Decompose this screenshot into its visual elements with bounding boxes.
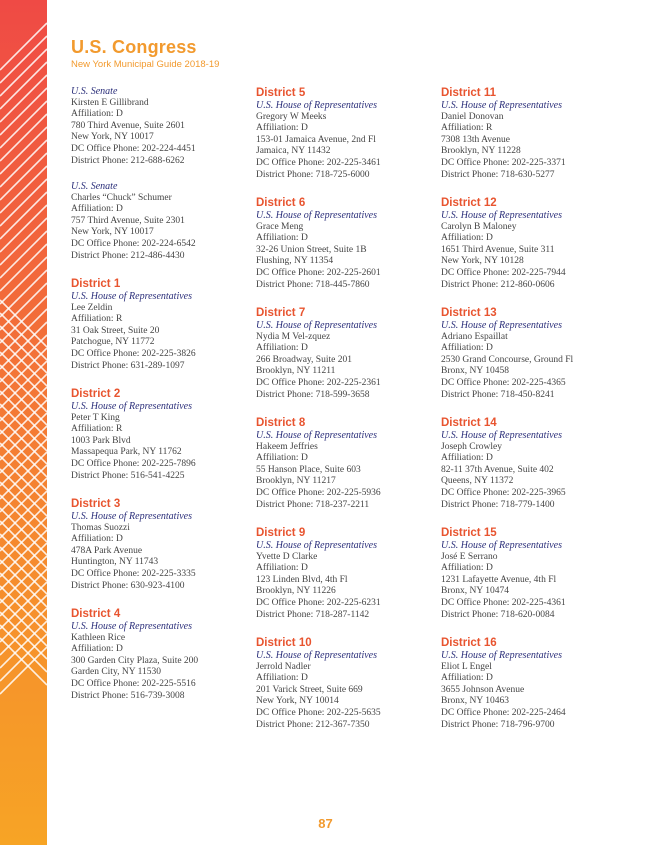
affiliation: Affiliation: R: [71, 424, 123, 435]
district-phone: District Phone: 718-779-1400: [441, 499, 555, 510]
city-line: Huntington, NY 11743: [71, 557, 159, 568]
city-line: New York, NY 10128: [441, 256, 524, 267]
district-phone: District Phone: 718-796-9700: [441, 719, 555, 730]
district-heading: District 8: [256, 417, 306, 429]
dc-phone: DC Office Phone: 202-225-2601: [256, 267, 381, 278]
district-entry: [256, 86, 446, 196]
chamber-label: U.S. House of Representatives: [441, 650, 562, 661]
affiliation: Affiliation: D: [71, 204, 123, 215]
address-line: 2530 Grand Concourse, Ground Fl: [441, 354, 574, 365]
address-line: 1003 Park Blvd: [71, 435, 131, 446]
dc-phone: DC Office Phone: 202-225-4365: [441, 377, 566, 388]
chamber-label: U.S. House of Representatives: [441, 210, 562, 221]
dc-phone: DC Office Phone: 202-225-3371: [441, 157, 566, 168]
dc-phone: DC Office Phone: 202-224-4451: [71, 143, 196, 154]
city-line: Bronx, NY 10463: [441, 696, 509, 707]
dc-phone: DC Office Phone: 202-225-3461: [256, 157, 381, 168]
senator-entry: [71, 181, 261, 277]
district-heading: District 5: [256, 87, 306, 99]
dc-phone: DC Office Phone: 202-225-7944: [441, 267, 566, 278]
member-name: Yvette D Clarke: [256, 551, 318, 562]
address-line: 153-01 Jamaica Avenue, 2nd Fl: [256, 134, 376, 145]
city-line: Massapequa Park, NY 11762: [71, 447, 182, 458]
senator-entry: [71, 86, 261, 181]
affiliation: Affiliation: D: [441, 343, 493, 354]
affiliation: Affiliation: R: [441, 123, 493, 134]
city-line: Jamaica, NY 11432: [256, 146, 331, 157]
dc-phone: DC Office Phone: 202-225-3965: [441, 487, 566, 498]
district-entry: [256, 196, 446, 306]
district-entry: [256, 526, 446, 636]
member-name: Jerrold Nadler: [256, 661, 311, 672]
member-name: Charles “Chuck” Schumer: [71, 192, 172, 203]
chamber-label: U.S. House of Representatives: [71, 621, 192, 632]
member-name: Joseph Crowley: [441, 441, 502, 452]
district-heading: District 1: [71, 278, 121, 290]
member-name: Hakeem Jeffries: [256, 441, 318, 452]
district-entry: [71, 277, 261, 387]
district-phone: District Phone: 718-725-6000: [256, 169, 370, 180]
district-entry: [71, 497, 261, 607]
member-name: Nydia M Vel-zquez: [256, 331, 331, 342]
district-phone: District Phone: 718-237-2211: [256, 499, 370, 510]
affiliation: Affiliation: R: [71, 314, 123, 325]
dc-phone: DC Office Phone: 202-225-2464: [441, 707, 566, 718]
district-entry: [441, 86, 631, 196]
district-entry: [441, 196, 631, 306]
affiliation: Affiliation: D: [71, 109, 123, 120]
address-line: 123 Linden Blvd, 4th Fl: [256, 574, 348, 585]
city-line: Bronx, NY 10474: [441, 586, 509, 597]
address-line: 201 Varick Street, Suite 669: [256, 684, 363, 695]
address-line: 1231 Lafayette Avenue, 4th Fl: [441, 574, 557, 585]
member-name: Lee Zeldin: [71, 302, 113, 313]
district-entry: [256, 636, 446, 746]
district-phone: District Phone: 630-923-4100: [71, 580, 185, 591]
member-name: José E Serrano: [441, 551, 498, 562]
dc-phone: DC Office Phone: 202-224-6542: [71, 238, 196, 249]
district-entry: [441, 636, 631, 746]
address-line: 7308 13th Avenue: [441, 134, 510, 145]
district-phone: District Phone: 212-860-0606: [441, 279, 555, 290]
affiliation: Affiliation: D: [256, 563, 308, 574]
city-line: Brooklyn, NY 11228: [441, 146, 521, 157]
district-heading: District 13: [441, 307, 497, 319]
page-number: 87: [318, 816, 333, 831]
address-line: 478A Park Avenue: [71, 545, 143, 556]
district-phone: District Phone: 718-287-1142: [256, 609, 370, 620]
dc-phone: DC Office Phone: 202-225-4361: [441, 597, 566, 608]
city-line: Queens, NY 11372: [441, 476, 514, 487]
chamber-label: U.S. House of Representatives: [256, 210, 377, 221]
affiliation: Affiliation: D: [441, 233, 493, 244]
chamber-label: U.S. House of Representatives: [441, 540, 562, 551]
district-phone: District Phone: 718-445-7860: [256, 279, 370, 290]
chamber-label: U.S. House of Representatives: [71, 291, 192, 302]
city-line: Flushing, NY 11354: [256, 256, 334, 267]
district-phone: District Phone: 516-541-4225: [71, 470, 185, 481]
dc-phone: DC Office Phone: 202-225-5936: [256, 487, 381, 498]
member-name: Adriano Espaillat: [441, 331, 508, 342]
page-subtitle: New York Municipal Guide 2018-19: [71, 59, 220, 70]
member-name: Carolyn B Maloney: [441, 221, 517, 232]
member-name: Kathleen Rice: [71, 632, 126, 643]
address-line: 780 Third Avenue, Suite 2601: [71, 120, 185, 131]
chamber-label: U.S. House of Representatives: [256, 100, 377, 111]
member-name: Thomas Suozzi: [71, 522, 130, 533]
dc-phone: DC Office Phone: 202-225-3335: [71, 568, 196, 579]
district-heading: District 15: [441, 527, 497, 539]
affiliation: Affiliation: D: [441, 453, 493, 464]
chamber-label: U.S. House of Representatives: [441, 100, 562, 111]
member-name: Daniel Donovan: [441, 111, 504, 122]
address-line: 300 Garden City Plaza, Suite 200: [71, 655, 199, 666]
district-entry: [441, 306, 631, 416]
district-heading: District 11: [441, 87, 496, 99]
district-entry: [441, 526, 631, 636]
address-line: 82-11 37th Avenue, Suite 402: [441, 464, 554, 475]
dc-phone: DC Office Phone: 202-225-2361: [256, 377, 381, 388]
address-line: 32-26 Union Street, Suite 1B: [256, 244, 367, 255]
column-2: [256, 86, 446, 746]
address-line: 3655 Johnson Avenue: [441, 684, 525, 695]
dc-phone: DC Office Phone: 202-225-3826: [71, 348, 196, 359]
address-line: 757 Third Avenue, Suite 2301: [71, 215, 185, 226]
city-line: Patchogue, NY 11772: [71, 337, 155, 348]
district-heading: District 4: [71, 608, 121, 620]
district-phone: District Phone: 212-486-4430: [71, 250, 185, 261]
affiliation: Affiliation: D: [441, 673, 493, 684]
city-line: New York, NY 10014: [256, 696, 339, 707]
member-name: Kirsten E Gillibrand: [71, 97, 149, 108]
affiliation: Affiliation: D: [71, 534, 123, 545]
decorative-sidebar: [0, 0, 47, 845]
district-entry: [256, 306, 446, 416]
district-heading: District 14: [441, 417, 497, 429]
affiliation: Affiliation: D: [256, 123, 308, 134]
district-heading: District 6: [256, 197, 306, 209]
city-line: New York, NY 10017: [71, 132, 154, 143]
district-phone: District Phone: 631-289-1097: [71, 360, 185, 371]
district-phone: District Phone: 718-630-5277: [441, 169, 555, 180]
chamber-label: U.S. Senate: [71, 86, 118, 97]
district-entry: [71, 387, 261, 497]
city-line: Garden City, NY 11530: [71, 667, 161, 678]
member-name: Peter T King: [71, 412, 120, 423]
crosshatch-pattern: [0, 0, 47, 845]
chamber-label: U.S. House of Representatives: [441, 320, 562, 331]
city-line: Brooklyn, NY 11211: [256, 366, 336, 377]
dc-phone: DC Office Phone: 202-225-5516: [71, 678, 196, 689]
district-heading: District 9: [256, 527, 306, 539]
district-heading: District 3: [71, 498, 121, 510]
affiliation: Affiliation: D: [256, 233, 308, 244]
address-line: 55 Hanson Place, Suite 603: [256, 464, 361, 475]
city-line: New York, NY 10017: [71, 227, 154, 238]
district-phone: District Phone: 212-367-7350: [256, 719, 370, 730]
city-line: Bronx, NY 10458: [441, 366, 509, 377]
member-name: Eliot L Engel: [441, 661, 492, 672]
district-heading: District 7: [256, 307, 306, 319]
address-line: 266 Broadway, Suite 201: [256, 354, 352, 365]
column-1: [71, 86, 261, 717]
affiliation: Affiliation: D: [256, 673, 308, 684]
chamber-label: U.S. House of Representatives: [71, 401, 192, 412]
chamber-label: U.S. House of Representatives: [256, 430, 377, 441]
member-name: Gregory W Meeks: [256, 111, 327, 122]
district-entry: [441, 416, 631, 526]
district-heading: District 10: [256, 637, 312, 649]
chamber-label: U.S. House of Representatives: [71, 511, 192, 522]
district-phone: District Phone: 212-688-6262: [71, 155, 185, 166]
district-phone: District Phone: 718-450-8241: [441, 389, 555, 400]
affiliation: Affiliation: D: [441, 563, 493, 574]
chamber-label: U.S. House of Representatives: [256, 540, 377, 551]
district-heading: District 12: [441, 197, 497, 209]
district-heading: District 2: [71, 388, 121, 400]
address-line: 1651 Third Avenue, Suite 311: [441, 244, 555, 255]
affiliation: Affiliation: D: [256, 453, 308, 464]
column-3: [441, 86, 631, 746]
chamber-label: U.S. House of Representatives: [441, 430, 562, 441]
address-line: 31 Oak Street, Suite 20: [71, 325, 160, 336]
district-phone: District Phone: 516-739-3008: [71, 690, 185, 701]
dc-phone: DC Office Phone: 202-225-6231: [256, 597, 381, 608]
city-line: Brooklyn, NY 11226: [256, 586, 336, 597]
dc-phone: DC Office Phone: 202-225-7896: [71, 458, 196, 469]
affiliation: Affiliation: D: [71, 644, 123, 655]
chamber-label: U.S. Senate: [71, 181, 118, 192]
member-name: Grace Meng: [256, 221, 304, 232]
chamber-label: U.S. House of Representatives: [256, 650, 377, 661]
page-title: U.S. Congress: [71, 37, 197, 57]
affiliation: Affiliation: D: [256, 343, 308, 354]
chamber-label: U.S. House of Representatives: [256, 320, 377, 331]
district-heading: District 16: [441, 637, 497, 649]
dc-phone: DC Office Phone: 202-225-5635: [256, 707, 381, 718]
district-entry: [71, 607, 261, 717]
district-entry: [256, 416, 446, 526]
district-phone: District Phone: 718-620-0084: [441, 609, 555, 620]
district-phone: District Phone: 718-599-3658: [256, 389, 370, 400]
city-line: Brooklyn, NY 11217: [256, 476, 336, 487]
